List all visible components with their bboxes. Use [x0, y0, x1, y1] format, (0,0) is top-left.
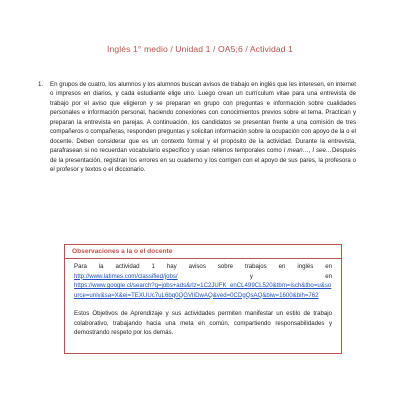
activity-item — [38, 80, 356, 175]
observations-line-2 — [74, 272, 332, 282]
observations-divider — [65, 258, 341, 259]
observations-line-3 — [74, 281, 332, 300]
word: en — [278, 263, 286, 270]
word: hay — [166, 263, 177, 270]
observations-box — [64, 244, 342, 354]
activity-text-before: En grupos de cuatro, los alumnos y los alumnos buscan avisos de trabajo en inglés que les interesen, en internet o impresos en diarios, y cada estudiante elige uno. Luego crean un currículum vitae para una entrevista de trabajo por el aviso que eligieron y se preparan en grupo con preguntas e información sobre cualidades personales e información personal, haciendo conexiones con conocimientos previos sobre el tema. Practican y preparan la entrevista en parejas. A continuación, los candidatos se presentan frente a una comisión de tres compañeros o compañeras, responden preguntas y solicitan información sobre la ocupación con apoyo de la o el docente. Deben considerar que es un contexto formal y el propósito de la actividad. Durante la entrevista, parafrasean si no recuerdan vocabulario específico y usan rellenos temporales como — [50, 81, 356, 155]
connector-word: y — [249, 272, 253, 280]
word: en — [325, 263, 332, 270]
activity-fillers: I mean…, I see… — [283, 147, 332, 155]
word: 1 — [151, 263, 155, 270]
word: sobre — [217, 263, 234, 270]
page-title: Inglés 1° medio / Unidad 1 / OA5;6 / Actividad 1 — [107, 44, 293, 54]
connector-word-end: en — [325, 272, 332, 280]
activity-text — [50, 80, 356, 175]
word: trabajos — [245, 263, 267, 270]
spacer — [74, 300, 332, 309]
latimes-jobs-link[interactable]: http://www.latimes.com/classified/jobs/ — [74, 272, 178, 280]
activity-text-after: Después de la presentación, registran los errores en su cuaderno y los corrigen con el apoyo de sus pares, la profesora o el profesor y textos o el diccionario. — [50, 147, 356, 174]
observations-paragraph: Estos Objetivos de Aprendizaje y sus actividades permiten manifestar un estilo de trabajo colaborativo, trabajando hacia una meta en común, compartiendo responsabilidades y demostrando respeto por los demás. — [74, 310, 332, 336]
activity-number: 1. — [38, 81, 44, 88]
word: la — [98, 263, 104, 270]
word: inglés — [297, 263, 314, 270]
observations-line-1 — [74, 262, 332, 272]
word: actividad — [115, 263, 140, 270]
word: Para — [74, 263, 87, 270]
google-jobs-link[interactable]: https://www.google.cl/search?q=jobs+ads&rlz=1C2JUFK_enCL499CL520&tbm=isch&tbo=u&source=univ&sa=X&ei=TEXUUc7uL6bq0QGVlIDwAQ&ved=0CDgQsAQ&biw=1600&bih=762 — [74, 282, 332, 299]
observations-title: Observaciones a la o el docente — [72, 248, 173, 255]
observations-body — [74, 262, 332, 338]
word: avisos — [188, 263, 206, 270]
